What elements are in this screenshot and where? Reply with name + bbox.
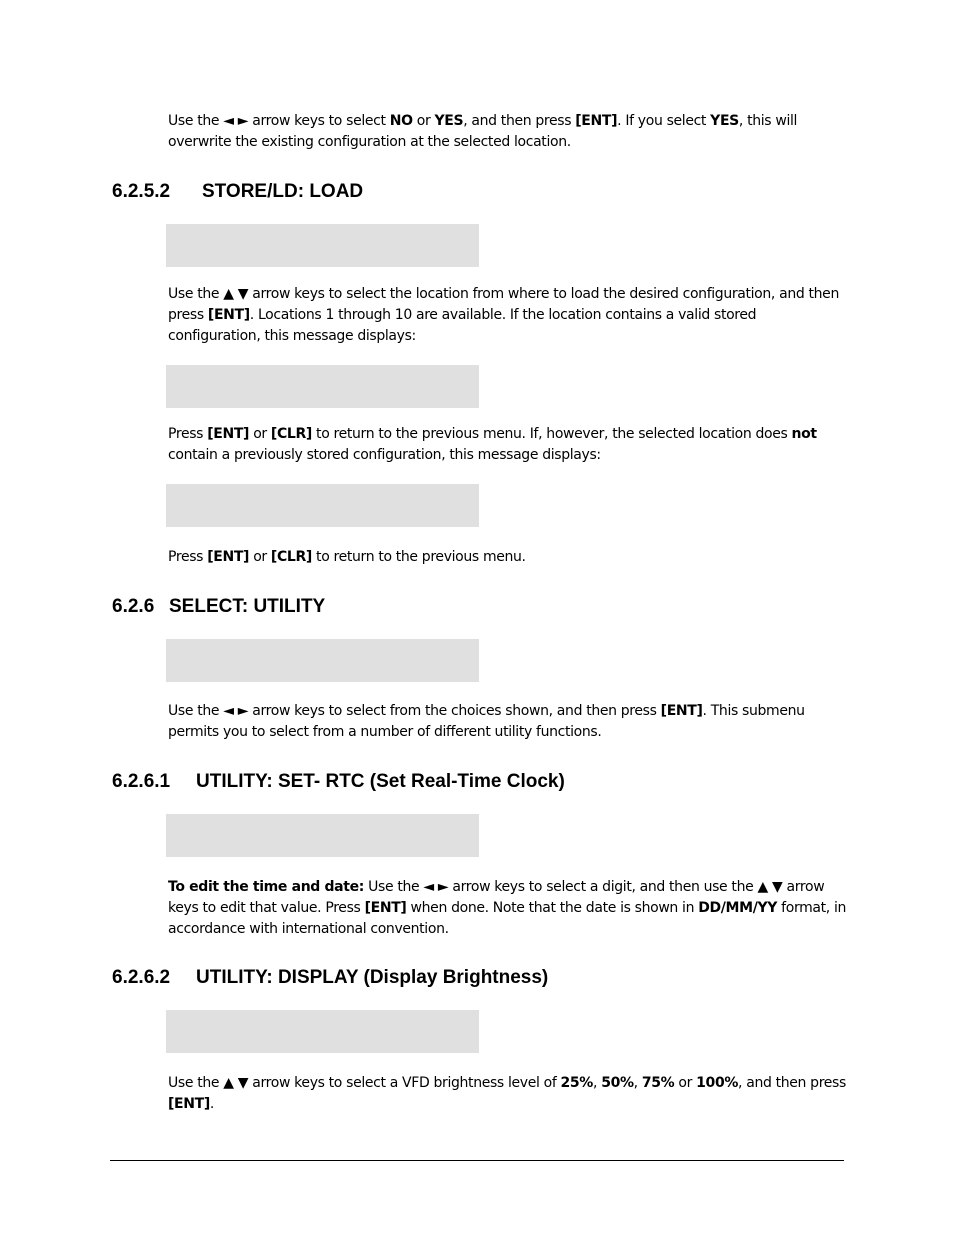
load-paragraph-3: Press [ENT] or [CLR] to return to the previous menu. (168, 549, 526, 565)
rtc-paragraph: To edit the time and date: Use the ◄ ► arrow keys to select a digit, and then use the ▲ ▼ arrow keys to edit that value. Press [ENT] when done. Note that the date is shown in DD/MM/YY format, in accordance with international convention. (168, 879, 847, 937)
intro-paragraph: Use the ◄ ► arrow keys to select NO or YES, and then press [ENT]. If you select YES, this will overwrite the existing configuration at the selected location. (168, 113, 798, 150)
display-paragraph: Use the ▲ ▼ arrow keys to select a VFD brightness level of 25%, 50%, 75% or 100%, and then press [ENT]. (168, 1075, 846, 1112)
section-title: UTILITY: DISPLAY (Display Brightness) (196, 967, 549, 988)
load-paragraph-2: Press [ENT] or [CLR] to return to the previous menu. If, however, the selected location does not contain a previously stored configuration, this message displays: (168, 426, 817, 463)
lcd-display-box (166, 814, 479, 857)
section-heading-6-2-5-2 (112, 181, 363, 203)
lcd-display-box (166, 484, 479, 527)
lcd-display-box (166, 365, 479, 408)
section-heading-6-2-6 (112, 596, 325, 618)
section-title: STORE/LD: LOAD (202, 181, 364, 202)
section-number: 6.2.5.2 (112, 181, 171, 202)
section-heading-6-2-6-2 (112, 967, 548, 989)
lcd-display-box (166, 1010, 479, 1053)
lcd-display-box (166, 224, 479, 267)
section-number: 6.2.6.2 (112, 967, 171, 988)
section-number: 6.2.6 (112, 596, 155, 617)
section-heading-6-2-6-1 (112, 771, 565, 793)
lcd-display-box (166, 639, 479, 682)
load-paragraph-1: Use the ▲ ▼ arrow keys to select the location from where to load the desired configuration, and then press [ENT]. Locations 1 through 10 are available. If the location contains a valid stored configuration, this message displays: (168, 286, 839, 344)
section-title: UTILITY: SET- RTC (Set Real-Time Clock) (196, 771, 565, 792)
utility-paragraph: Use the ◄ ► arrow keys to select from the choices shown, and then press [ENT]. This submenu permits you to select from a number of different utility functions. (168, 703, 805, 740)
section-title: SELECT: UTILITY (169, 596, 326, 617)
section-number: 6.2.6.1 (112, 771, 171, 792)
footer-rule (110, 1160, 844, 1161)
